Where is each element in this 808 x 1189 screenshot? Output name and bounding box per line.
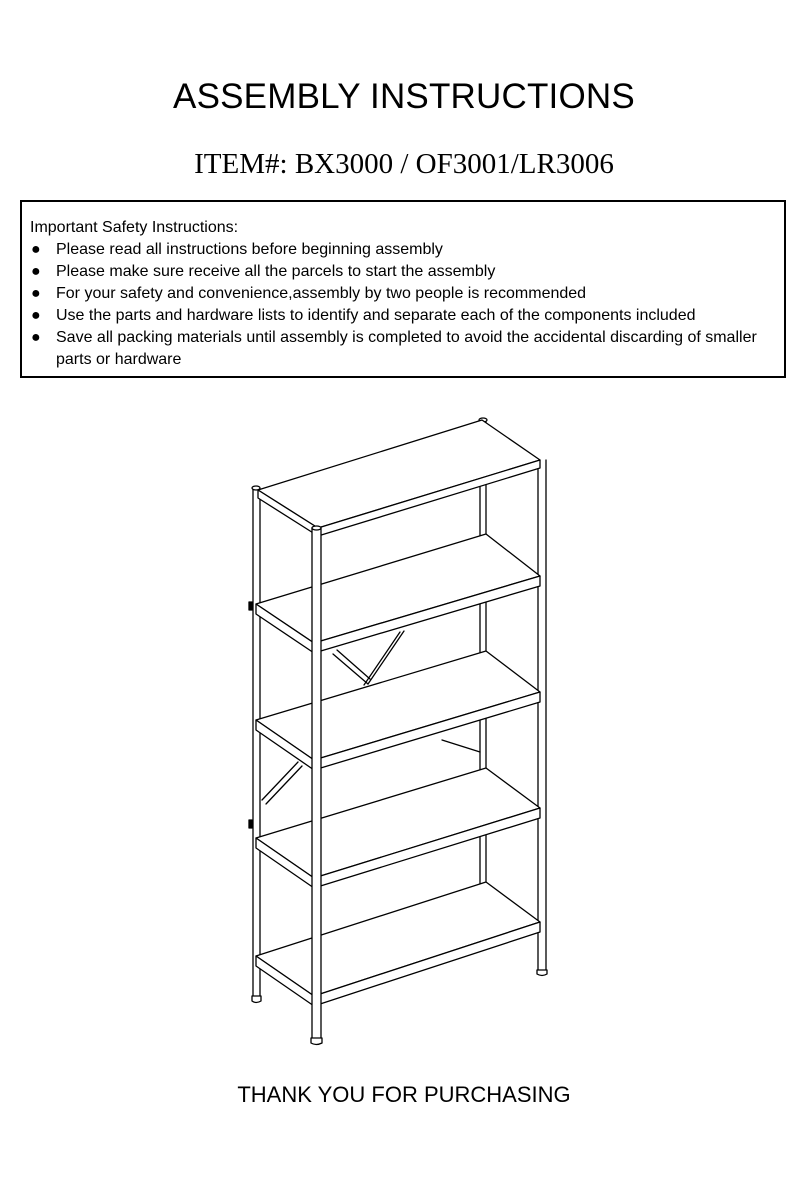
shelf-5 [256, 882, 540, 1006]
item-number: ITEM#: BX3000 / OF3001/LR3006 [194, 148, 614, 180]
page-title: ASSEMBLY INSTRUCTIONS [173, 77, 635, 116]
shelf-clips [249, 602, 252, 828]
front-right-post [537, 460, 547, 976]
shelf-4 [256, 768, 540, 888]
safety-item-text: For your safety and convenience,assembly by two people is recommended [56, 285, 587, 302]
safety-item-text: Please read all instructions before beginning assembly [56, 241, 443, 258]
bullet-icon: ● [31, 241, 41, 258]
safety-item-text: Use the parts and hardware lists to identify and separate each of the components included [56, 307, 696, 324]
safety-heading: Important Safety Instructions: [30, 219, 239, 236]
bullet-icon: ● [31, 307, 41, 324]
bullet-icon: ● [31, 263, 41, 280]
bullet-icon: ● [31, 285, 41, 302]
shelf-1-top [258, 420, 540, 536]
bullet-icon: ● [31, 329, 41, 346]
thank-you-footer: THANK YOU FOR PURCHASING [237, 1082, 571, 1107]
safety-item-text: Please make sure receive all the parcels to start the assembly [56, 263, 496, 280]
safety-item-text: Save all packing materials until assembly is completed to avoid the accidental discarding of smaller parts or hardware [56, 329, 757, 368]
front-left-post [311, 526, 322, 1045]
shelf-3 [256, 651, 540, 770]
back-left-post [252, 486, 261, 1003]
